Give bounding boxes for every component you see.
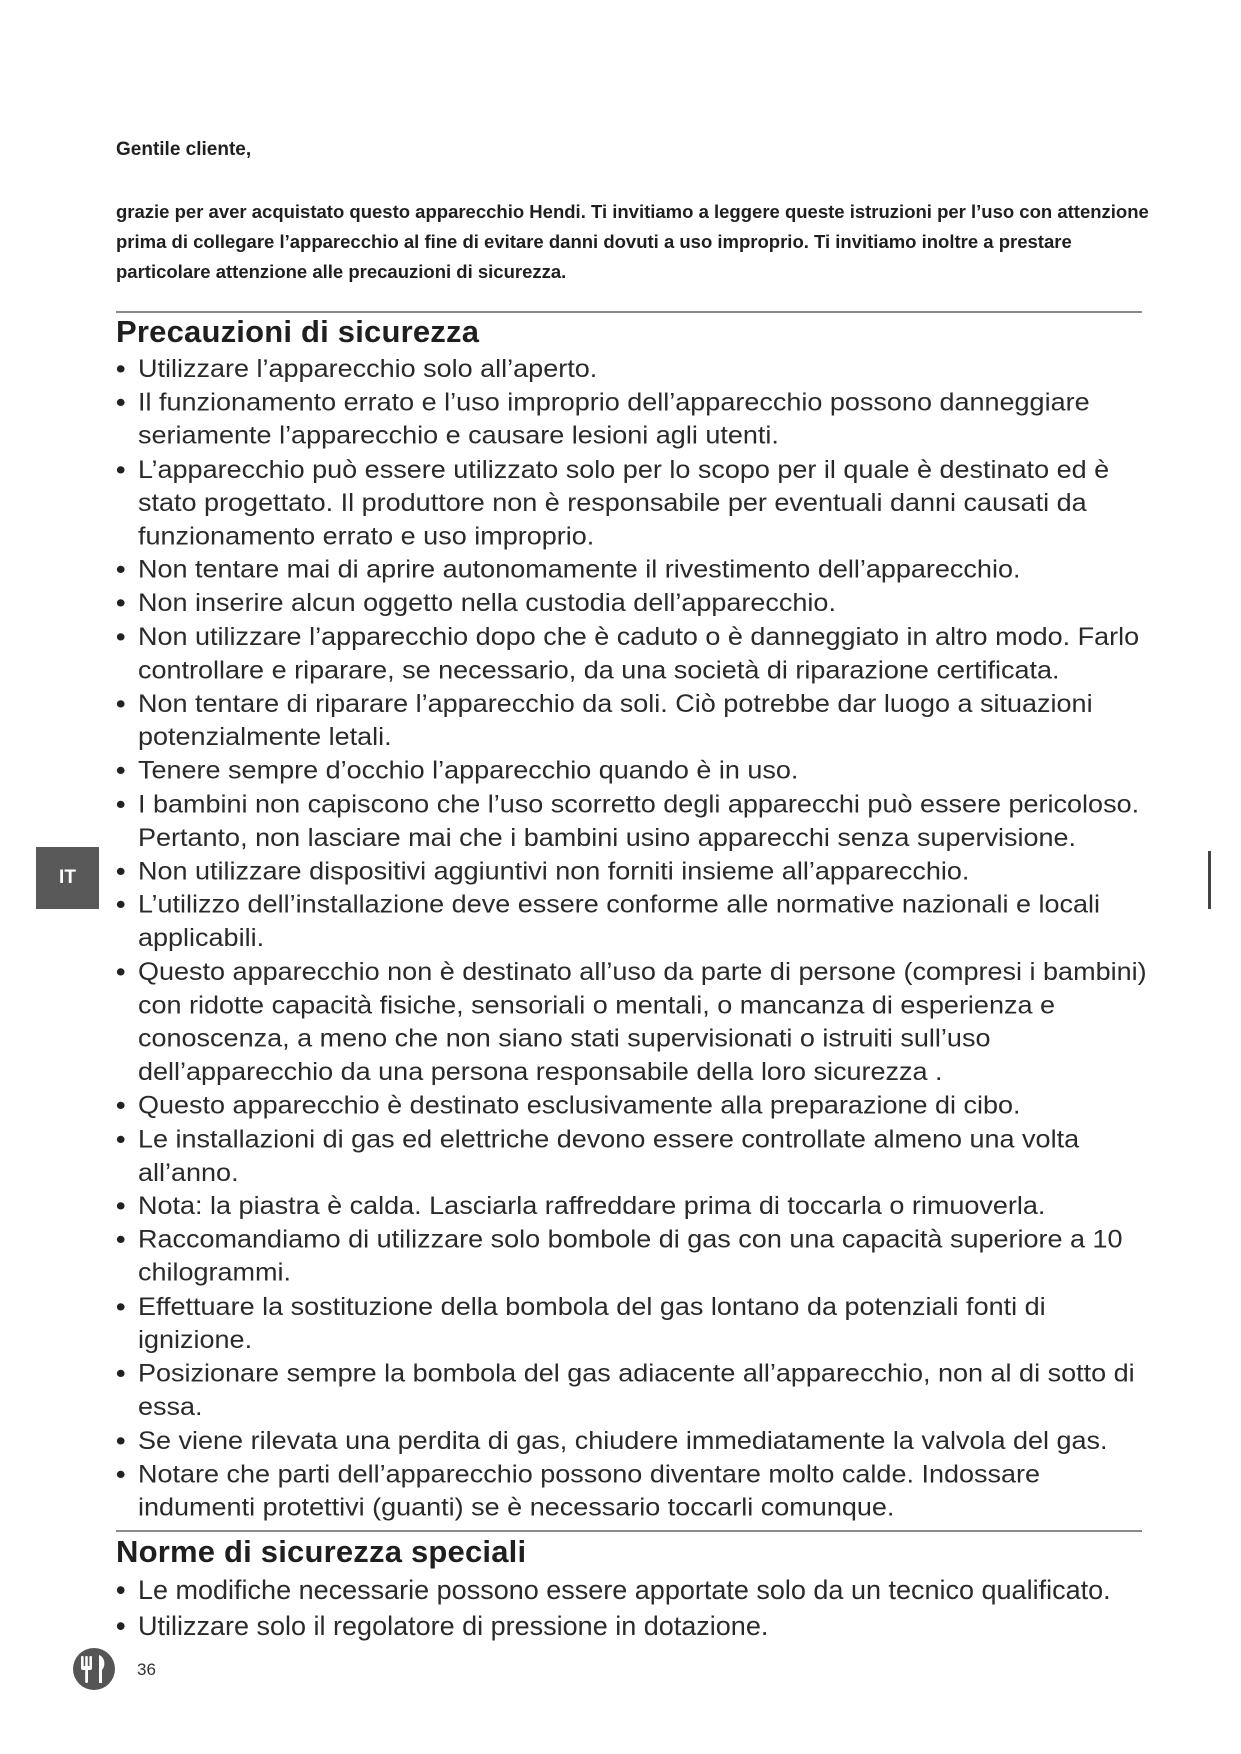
safety-list-item: [116, 352, 1158, 385]
safety-list-item: [116, 1189, 1158, 1222]
list-item-text: Non utilizzare dispositivi aggiuntivi non forniti insieme all’apparecchio.: [138, 857, 970, 885]
safety-list-item: [116, 1357, 1158, 1424]
greeting: Gentile cliente,: [116, 139, 252, 160]
safety-list-item: [116, 452, 1158, 552]
list-item-text: Non tentare di riparare l’apparecchio da soli. Ciò potrebbe dar luogo a situazioni potenzialmente letali.: [138, 689, 1093, 751]
list-item-text: Utilizzare solo il regolatore di pressione in dotazione.: [138, 1611, 769, 1642]
list-item-text: Nota: la piastra è calda. Lasciarla raffreddare prima di toccarla o rimuoverla.: [138, 1191, 1046, 1220]
bullet-icon: •: [116, 957, 126, 986]
bullet-icon: •: [116, 1191, 126, 1220]
bullet-icon: •: [116, 1292, 126, 1321]
list-item-text: Tenere sempre d’occhio l’apparecchio quando è in uso.: [138, 756, 799, 785]
list-item-text: Notare che parti dell’apparecchio possono diventare molto calde. Indossare indumenti protettivi (guanti) se è necessario toccarli comunque.: [138, 1459, 1041, 1522]
safety-list-item: [116, 385, 1158, 452]
list-item-text: L’utilizzo dell’installazione deve essere conforme alle normative nazionali e locali applicabili.: [138, 890, 1101, 952]
bullet-icon: •: [116, 1091, 126, 1120]
safety-list-item: [116, 553, 1158, 586]
safety-list-item: [116, 1572, 1158, 1608]
list-item-text: Non tentare mai di aprire autonomamente il rivestimento dell’apparecchio.: [138, 555, 1021, 584]
safety-list-item: [116, 1122, 1158, 1189]
list-item-text: Il funzionamento errato e l’uso improprio dell’apparecchio possono danneggiare seriamente l’apparecchio e causare lesioni agli utenti.: [138, 388, 1090, 450]
list-item-text: Raccomandiamo di utilizzare solo bombole di gas con una capacità superiore a 10 chilogrammi.: [138, 1225, 1123, 1287]
bullet-icon: •: [116, 589, 126, 617]
list-item-text: Questo apparecchio è destinato esclusivamente alla preparazione di cibo.: [138, 1091, 1021, 1120]
section-divider: [116, 1530, 1142, 1532]
bullet-icon: •: [116, 857, 126, 885]
safety-list-item: [116, 854, 1158, 887]
margin-marker: [1208, 851, 1211, 909]
bullet-icon: •: [116, 388, 126, 417]
section-title-safety-precautions: Precauzioni di sicurezza: [116, 314, 480, 349]
bullet-icon: •: [116, 455, 126, 483]
safety-list-item: [116, 1608, 1158, 1644]
bullet-icon: •: [116, 1611, 126, 1642]
list-item-text: Se viene rilevata una perdita di gas, chiudere immediatamente la valvola del gas.: [138, 1426, 1108, 1455]
bullet-icon: •: [116, 354, 126, 383]
safety-list-item: [116, 687, 1158, 754]
safety-list-item: [116, 754, 1158, 787]
safety-list-item: [116, 620, 1158, 687]
safety-list-item: [116, 1089, 1158, 1122]
bullet-icon: •: [116, 689, 126, 718]
list-item-text: I bambini non capiscono che l’uso scorretto degli apparecchi può essere pericoloso. Pertanto, non lasciare mai che i bambini usino apparecchi senza supervisione.: [138, 790, 1140, 852]
bullet-icon: •: [116, 1459, 126, 1488]
safety-list-item: [116, 1223, 1158, 1290]
list-item-text: Effettuare la sostituzione della bombola del gas lontano da potenziali fonti di ignizione.: [138, 1292, 1046, 1354]
list-item-text: Posizionare sempre la bombola del gas adiacente all’apparecchio, non al di sotto di essa.: [138, 1359, 1135, 1421]
list-item-text: Utilizzare l’apparecchio solo all’aperto.: [138, 354, 598, 383]
safety-list-item: [116, 888, 1158, 955]
page-number: 36: [137, 1660, 156, 1679]
bullet-icon: •: [116, 622, 126, 651]
safety-list-item: [116, 1290, 1158, 1357]
bullet-icon: •: [116, 790, 126, 818]
list-item-text: L’apparecchio può essere utilizzato solo per lo scopo per il quale è destinato ed è stato progettato. Il produttore non è responsabile per eventuali danni causati da funzionamento errato e uso improprio.: [138, 455, 1110, 550]
bullet-icon: •: [116, 1359, 126, 1388]
safety-list-item: [116, 1424, 1158, 1457]
section-divider: [116, 311, 1142, 313]
cutlery-logo-icon: [72, 1647, 116, 1691]
bullet-icon: •: [116, 555, 126, 584]
bullet-icon: •: [116, 756, 126, 785]
list-item-text: Non utilizzare l’apparecchio dopo che è caduto o è danneggiato in altro modo. Farlo controllare e riparare, se necessario, da una società di riparazione certificata.: [138, 622, 1140, 684]
language-tab: IT: [36, 847, 99, 909]
intro-paragraph: grazie per aver acquistato questo apparecchio Hendi. Ti invitiamo a leggere queste istruzioni per l’uso con attenzione prima di collegare l’apparecchio al fine di evitare danni dovuti a uso improprio. Ti invitiamo inoltre a prestare particolare attenzione alle precauzioni di sicurezza.: [116, 201, 1149, 282]
bullet-icon: •: [116, 890, 126, 919]
bullet-icon: •: [116, 1426, 126, 1455]
safety-precautions-list: [116, 352, 1158, 1524]
bullet-icon: •: [116, 1575, 126, 1605]
safety-list-item: [116, 955, 1158, 1089]
list-item-text: Le installazioni di gas ed elettriche devono essere controllate almeno una volta all’anno.: [138, 1124, 1080, 1187]
bullet-icon: •: [116, 1225, 126, 1254]
list-item-text: Non inserire alcun oggetto nella custodia dell’apparecchio.: [138, 589, 836, 617]
list-item-text: Le modifiche necessarie possono essere apportate solo da un tecnico qualificato.: [138, 1575, 1111, 1605]
safety-list-item: [116, 1457, 1158, 1524]
safety-list-item: [116, 787, 1158, 854]
list-item-text: Questo apparecchio non è destinato all’uso da parte di persone (compresi i bambini) con ridotte capacità fisiche, sensoriali o mentali, o mancanza di esperienza e conoscenza, a meno che non siano stati supervisionati o istruiti sull’uso dell’apparecchio da una persona responsabile della loro sicurezza .: [138, 957, 1147, 1086]
section-title-special-rules: Norme di sicurezza speciali: [116, 1534, 527, 1569]
bullet-icon: •: [116, 1124, 126, 1153]
safety-list-item: [116, 586, 1158, 619]
special-rules-list: [116, 1572, 1158, 1644]
